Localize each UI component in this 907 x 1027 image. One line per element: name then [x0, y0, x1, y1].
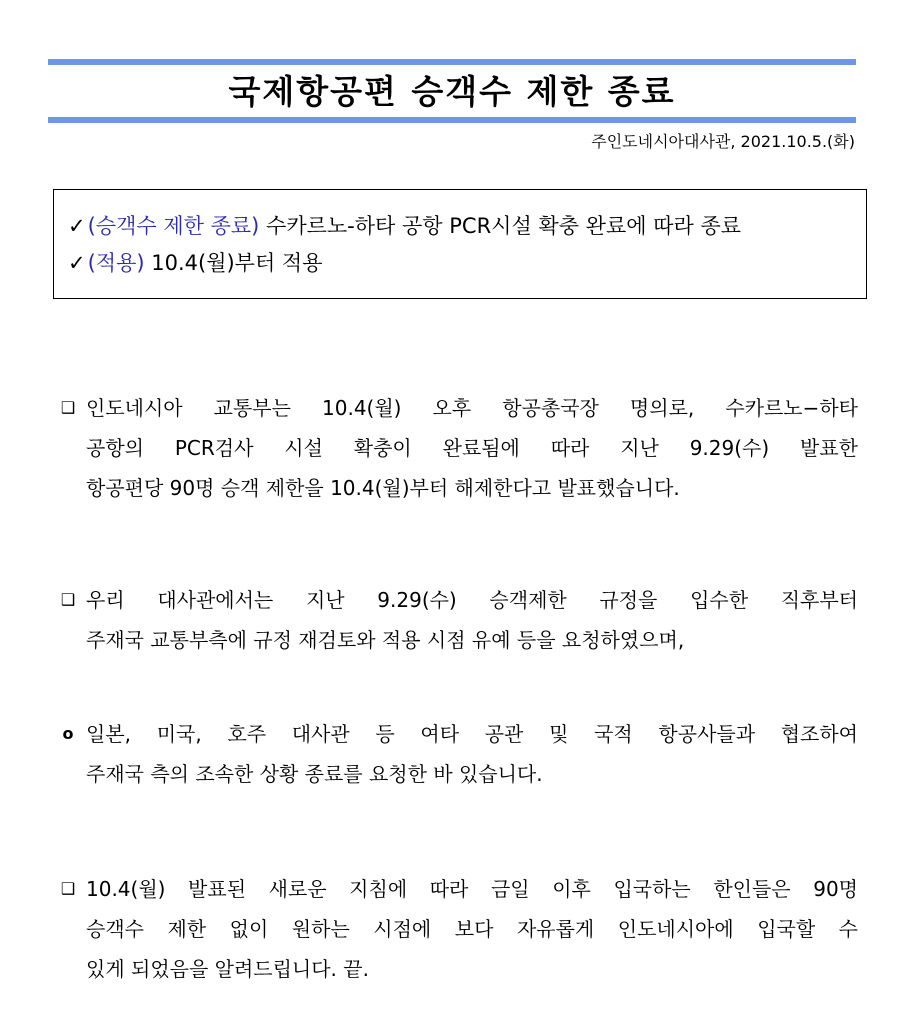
- summary-tag: (적용): [87, 251, 145, 275]
- header-rule-top: [48, 59, 856, 65]
- paragraph-line: 10.4(월) 발표된 새로운 지침에 따라 금일 이후 입국하는 한인들은 90명: [86, 877, 858, 901]
- paragraph: [50, 869, 858, 989]
- summary-text: 10.4(월)부터 적용: [144, 251, 323, 275]
- paragraph: [50, 714, 858, 794]
- paragraph: [50, 580, 858, 660]
- paragraph-line: 있게 되었음을 알려드립니다. 끝.: [86, 957, 369, 981]
- square-bullet-icon: ❑: [60, 590, 76, 609]
- summary-line: [68, 208, 866, 245]
- paragraph-line: 주재국 교통부측에 규정 재검토와 적용 시점 유예 등을 요청하였으며,: [86, 628, 685, 652]
- summary-text: 수카르노-하타 공항 PCR시설 확충 완료에 따라 종료: [259, 214, 742, 238]
- paragraph-line: 인도네시아 교통부는 10.4(월) 오후 항공총국장 명의로, 수카르노−하타: [86, 396, 858, 420]
- square-bullet-icon: ❑: [60, 879, 76, 898]
- paragraph-line: 공항의 PCR검사 시설 확충이 완료됨에 따라 지난 9.29(수) 발표한: [86, 436, 858, 460]
- summary-box: [53, 189, 867, 299]
- paragraph-line: 우리 대사관에서는 지난 9.29(수) 승객제한 규정을 입수한 직후부터: [86, 588, 858, 612]
- square-bullet-icon: ❑: [60, 398, 76, 417]
- paragraph-line: 일본, 미국, 호주 대사관 등 여타 공관 및 국적 항공사들과 협조하여: [86, 722, 858, 746]
- paragraph: [50, 388, 858, 508]
- header-rule-bottom: [48, 117, 856, 123]
- summary-line: [68, 245, 866, 282]
- circle-bullet-icon: o: [62, 724, 74, 743]
- page-title: 국제항공편 승객수 제한 종료: [228, 72, 676, 111]
- paragraph-line: 주재국 측의 조속한 상황 종료를 요청한 바 있습니다.: [86, 762, 543, 786]
- paragraph-line: 승객수 제한 없이 원하는 시점에 보다 자유롭게 인도네시아에 입국할 수: [86, 917, 858, 941]
- byline: 주인도네시아대사관, 2021.10.5.(화): [591, 132, 855, 151]
- checkmark-icon: ✓: [68, 214, 86, 238]
- paragraph-line: 항공편당 90명 승객 제한을 10.4(월)부터 해제한다고 발표했습니다.: [86, 476, 680, 500]
- checkmark-icon: ✓: [68, 251, 86, 275]
- summary-tag: (승객수 제한 종료): [87, 214, 260, 238]
